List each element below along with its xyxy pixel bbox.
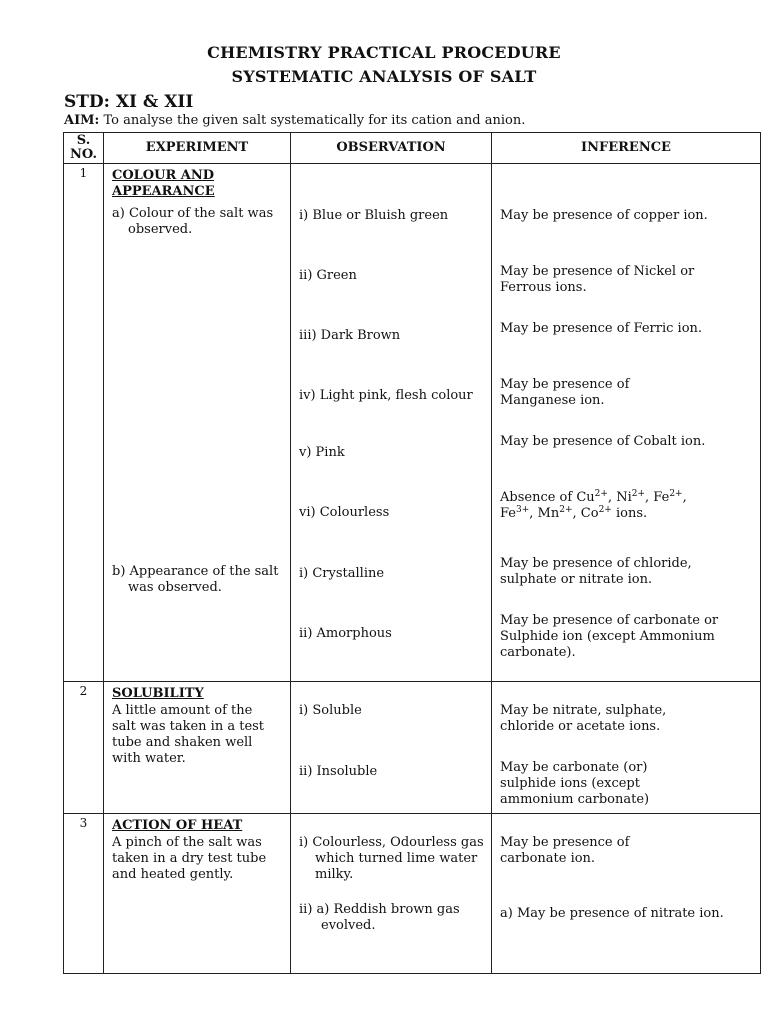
header-sno: S. NO. <box>64 133 104 164</box>
aim-text: To analyse the given salt systematically for its cation and anion. <box>99 113 526 128</box>
inference-text: May be presence of Nickel or Ferrous ions. <box>500 264 695 295</box>
experiment-text: b) Appearance of the salt was observed. <box>112 564 279 595</box>
row-sno: 2 <box>64 682 104 814</box>
observation-text: iii) Dark Brown <box>299 328 401 343</box>
inference-cell <box>492 814 761 974</box>
observation-text: i) Colourless, Odourless gas which turned lime water milky. <box>299 835 484 882</box>
document-title: CHEMISTRY PRACTICAL PROCEDURE <box>207 43 561 62</box>
experiment-text: A little amount of the salt was taken in a test tube and shaken well with water. <box>112 703 265 766</box>
section-heading: SOLUBILITY <box>112 686 204 701</box>
observation-cell <box>291 164 492 682</box>
inference-text: May be presence of Manganese ion. <box>500 377 630 408</box>
experiment-cell <box>104 682 291 814</box>
observation-text: ii) Insoluble <box>299 764 378 779</box>
section-heading: COLOUR AND APPEARANCE <box>112 168 215 199</box>
inference-text: May be carbonate (or) sulphide ions (except ammonium carbonate) <box>500 760 650 807</box>
procedure-table <box>63 132 761 974</box>
observation-text: v) Pink <box>299 445 345 460</box>
observation-text: i) Blue or Bluish green <box>299 208 449 223</box>
experiment-text: a) Colour of the salt was observed. <box>112 206 274 237</box>
observation-cell <box>291 814 492 974</box>
table-row <box>64 682 761 814</box>
row-sno: 3 <box>64 814 104 974</box>
row-sno: 1 <box>64 164 104 682</box>
inference-text: May be presence of Ferric ion. <box>500 321 703 336</box>
inference-text: May be presence of chloride, sulphate or nitrate ion. <box>500 556 692 587</box>
observation-text: iv) Light pink, flesh colour <box>299 388 473 403</box>
observation-text: vi) Colourless <box>299 505 390 520</box>
table-row <box>64 164 761 682</box>
section-heading: ACTION OF HEAT <box>112 818 243 833</box>
table-header-row <box>64 133 761 164</box>
header-experiment: EXPERIMENT <box>104 133 291 164</box>
aim-statement <box>64 113 525 128</box>
document-subtitle: SYSTEMATIC ANALYSIS OF SALT <box>231 67 537 86</box>
inference-text: May be nitrate, sulphate, chloride or acetate ions. <box>500 703 667 734</box>
header-inference: INFERENCE <box>492 133 761 164</box>
observation-text: i) Soluble <box>299 703 362 718</box>
observation-cell <box>291 682 492 814</box>
inference-text: May be presence of carbonate ion. <box>500 835 630 866</box>
inference-ion-absence: Absence of $Cu^{2+}$, $Ni^{2+}$, $Fe^{2+}$, $Fe^{3+}$, $Mn^{2+}$, $Co^{2+}$ ions. <box>500 489 687 521</box>
experiment-cell <box>104 814 291 974</box>
observation-text: ii) Amorphous <box>299 626 392 641</box>
standard-label: STD: XI & XII <box>64 92 194 112</box>
aim-label: AIM: <box>64 113 100 128</box>
inference-cell <box>492 682 761 814</box>
inference-text: May be presence of carbonate or Sulphide ion (except Ammonium carbonate). <box>500 613 719 660</box>
table-row <box>64 814 761 974</box>
observation-text: ii) Green <box>299 268 357 283</box>
inference-cell <box>492 164 761 682</box>
experiment-cell <box>104 164 291 682</box>
observation-text: ii) a) Reddish brown gas evolved. <box>299 902 460 933</box>
observation-text: i) Crystalline <box>299 566 385 581</box>
experiment-text: A pinch of the salt was taken in a dry test tube and heated gently. <box>112 835 267 882</box>
inference-text: May be presence of Cobalt ion. <box>500 434 706 449</box>
inference-text: May be presence of copper ion. <box>500 208 708 223</box>
inference-text: a) May be presence of nitrate ion. <box>500 906 724 921</box>
header-observation: OBSERVATION <box>291 133 492 164</box>
